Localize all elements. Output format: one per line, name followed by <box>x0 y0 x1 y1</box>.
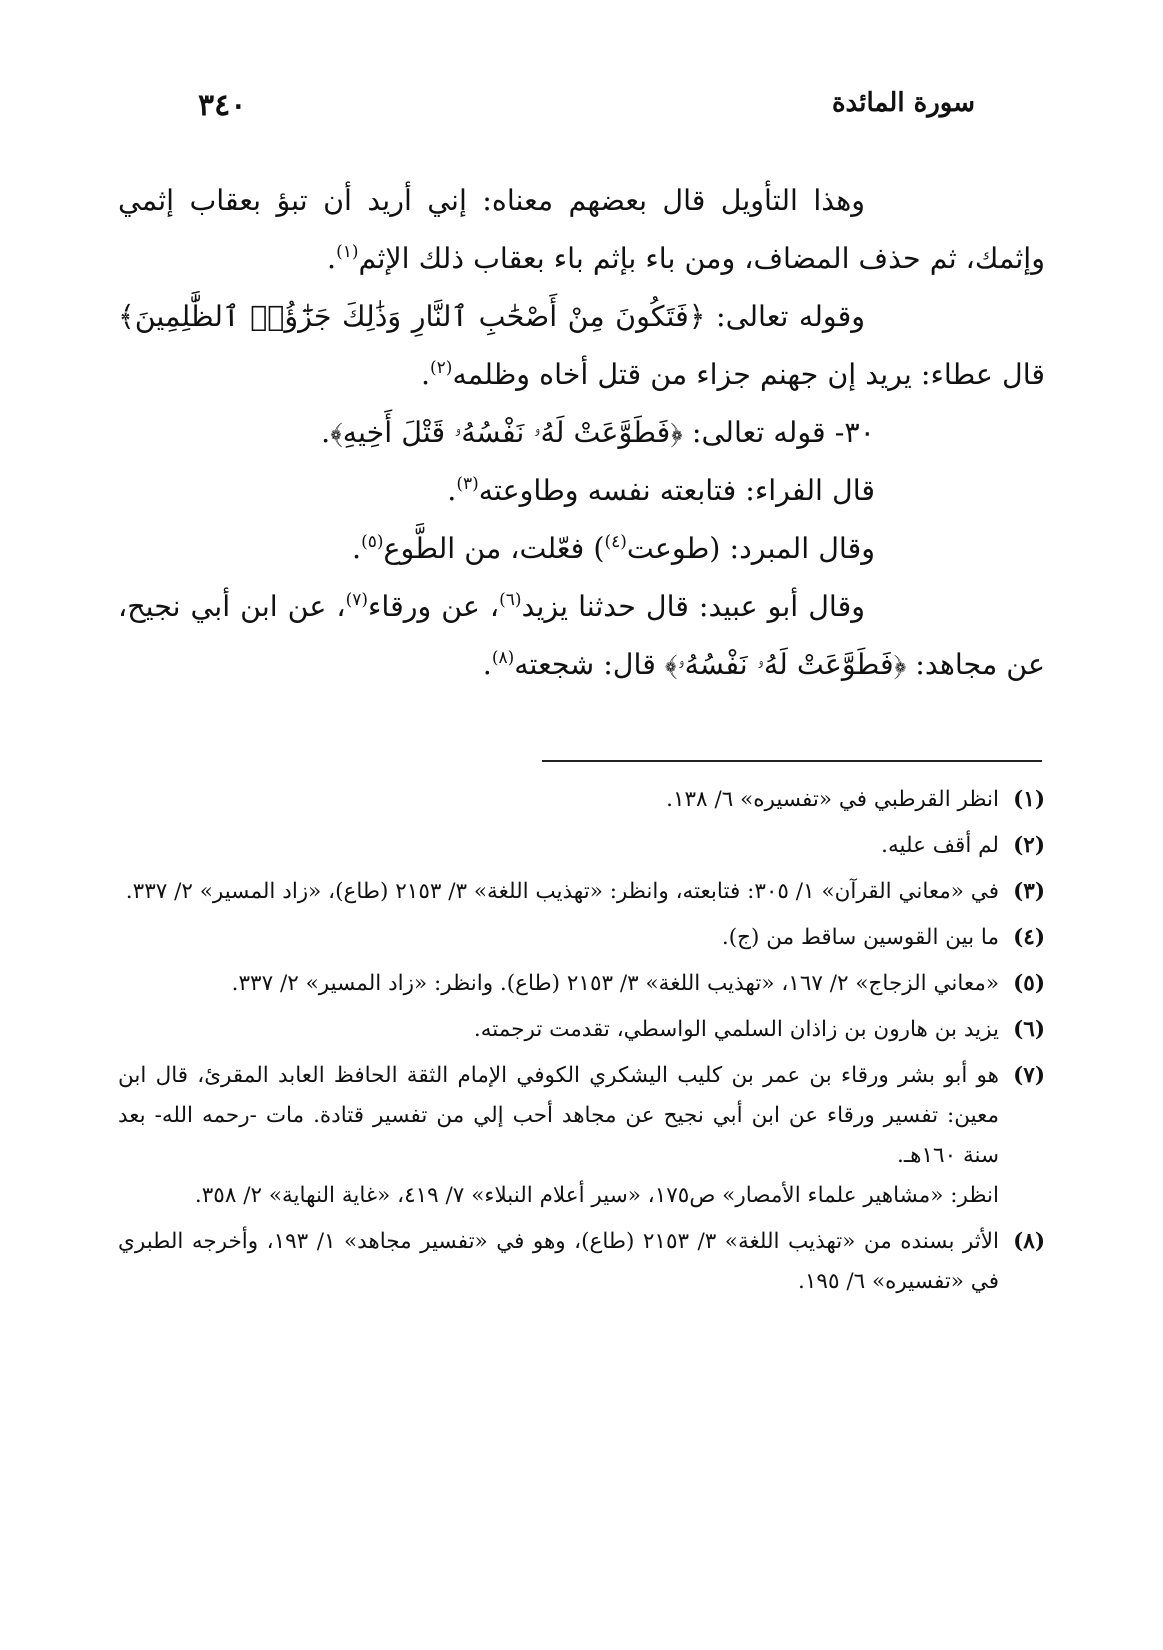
paragraph-farra: قال الفراء: فتابعته نفسه وطاوعته$^{(٣)}$. <box>447 474 875 507</box>
footnote-text: يزيد بن هارون بن زاذان السلمي الواسطي، تقدمت ترجمته. <box>473 1017 999 1042</box>
footnote-5 <box>118 964 1045 1004</box>
paragraph-text: وقال المبرد: (طوعت <box>626 532 875 565</box>
footnote-8 <box>118 1222 1045 1302</box>
paragraph-abu-ubaid: وقال أبو عبيد: قال حدثنا يزيد$^{(٦)}$، عن ورقاء$^{(٧)}$، عن ابن أبي نجيح، عن مجاهد: ﴿فَطَوَّعَتْ لَهُۥ نَفْسُهُۥ﴾ قال: شجعته$^{(٨)}$. <box>118 590 1045 681</box>
paragraph-text: ) فعّلت، من الطَّوع <box>383 532 605 565</box>
paragraph-text: وهذا التأويل قال بعضهم معناه: إني أريد أن تبؤ بعقاب إثمي وإثمك، ثم حذف المضاف، ومن باء بإثم باء بعقاب ذلك الإثم <box>118 184 1045 275</box>
page-header <box>118 82 1045 132</box>
footnote-ref: (٣) <box>456 474 479 494</box>
footnote-text: لم أقف عليه. <box>881 833 999 858</box>
paragraph-text: قال الفراء: فتابعته نفسه وطاوعته <box>478 474 875 507</box>
footnote-separator <box>542 760 1042 762</box>
footnote-3 <box>118 872 1045 912</box>
footnotes <box>118 780 1045 1308</box>
footnote-ref: (٥) <box>361 532 384 552</box>
footnote-text-sources: انظر: «مشاهير علماء الأمصار» ص١٧٥، «سير أعلام النبلاء» ٧/ ٤١٩، «غاية النهاية» ٢/ ٣٥٨. <box>194 1183 999 1208</box>
paragraph-2: وقوله تعالى: ﴿فَتَكُونَ مِنْ أَصْحَٰبِ ٱلنَّارِ وَذَٰلِكَ جَزَٰٓؤُا۟ ٱلظَّٰلِمِينَ﴾ قال عطاء: يريد إن جهنم جزاء من قتل أخاه وظلمه$^{(٢)}$. <box>118 300 1045 391</box>
footnote-1 <box>118 780 1045 820</box>
footnote-4 <box>118 918 1045 958</box>
footnote-ref: (٤) <box>604 532 627 552</box>
footnote-text: الأثر بسنده من «تهذيب اللغة» ٣/ ٢١٥٣ (طاع)، وهو في «تفسير مجاهد» ١/ ١٩٣، وأخرجه الطبري في «تفسيره» ٦/ ١٩٥. <box>118 1229 999 1294</box>
footnote-number: (٥) <box>1013 971 1045 996</box>
footnote-ref: (٨) <box>491 648 515 668</box>
paragraph-mubarrad: وقال المبرد: (طوعت$^{(٤)}$) فعّلت، من الطَّوع$^{(٥)}$. <box>352 532 875 565</box>
page-number: ٣٤٠ <box>198 88 247 123</box>
footnote-ref: (١) <box>336 242 359 262</box>
paragraph-1: وهذا التأويل قال بعضهم معناه: إني أريد أن تبؤ بعقاب إثمي وإثمك، ثم حذف المضاف، ومن باء بإثم باء بعقاب ذلك الإثم$^{(١)}$. <box>118 184 1045 275</box>
footnote-body <box>118 1056 999 1216</box>
footnote-text: انظر القرطبي في «تفسيره» ٦/ ١٣٨. <box>666 787 999 812</box>
footnote-number: (٤) <box>1013 925 1045 950</box>
footnote-number: (٣) <box>1013 879 1045 904</box>
paragraph-text: وقوله تعالى: ﴿فَتَكُونَ مِنْ أَصْحَٰبِ ٱلنَّارِ وَذَٰلِكَ جَزَٰٓؤُا۟ ٱلظَّٰلِمِينَ﴾ قال عطاء: يريد إن جهنم جزاء من قتل أخاه وظلمه <box>118 300 1045 391</box>
footnote-number: (٧) <box>1013 1063 1045 1088</box>
paragraph-text: ، عن ابن أبي نجيح، عن مجاهد: ﴿فَطَوَّعَتْ لَهُۥ نَفْسُهُۥ﴾ قال: شجعته <box>118 590 1045 681</box>
paragraph-text: وقال أبو عبيد: قال حدثنا يزيد <box>521 590 865 623</box>
footnote-text: ما بين القوسين ساقط من (ج). <box>721 925 999 950</box>
footnote-7 <box>118 1056 1045 1216</box>
footnote-ref: (٧) <box>345 590 368 610</box>
footnote-number: (١) <box>1013 787 1045 812</box>
footnote-number: (٢) <box>1013 833 1045 858</box>
footnote-text: في «معاني القرآن» ١/ ٣٠٥: فتابعته، وانظر: «تهذيب اللغة» ٣/ ٢١٥٣ (طاع)، «زاد المسير» ٢/ ٣٣٧. <box>125 879 999 904</box>
footnote-number: (٦) <box>1013 1017 1045 1042</box>
footnote-ref: (٦) <box>499 590 522 610</box>
paragraph-text: ٣٠- قوله تعالى: ﴿فَطَوَّعَتْ لَهُۥ نَفْسُهُۥ قَتْلَ أَخِيهِ﴾. <box>321 416 875 449</box>
footnote-ref: (٢) <box>430 358 453 378</box>
paragraph-verse-30 <box>118 404 1045 462</box>
footnote-text: هو أبو بشر ورقاء بن عمر بن كليب اليشكري الكوفي الإمام الثقة الحافظ العابد المقرئ، قال ابن معين: تفسير ورقاء عن ابن أبي نجيح عن مجاهد أحب إلي من تفسير قتادة. مات -رحمه الله- بعد سنة ١٦٠هـ. <box>118 1063 999 1168</box>
main-text <box>118 172 1045 694</box>
footnote-2 <box>118 826 1045 866</box>
footnote-number: (٨) <box>1013 1229 1045 1254</box>
footnote-6 <box>118 1010 1045 1050</box>
footnote-text: «معاني الزجاج» ٢/ ١٦٧، «تهذيب اللغة» ٣/ ٢١٥٣ (طاع). وانظر: «زاد المسير» ٢/ ٣٣٧. <box>231 971 999 996</box>
chapter-title: سورة المائدة <box>831 88 975 118</box>
paragraph-text: ، عن ورقاء <box>367 590 500 623</box>
